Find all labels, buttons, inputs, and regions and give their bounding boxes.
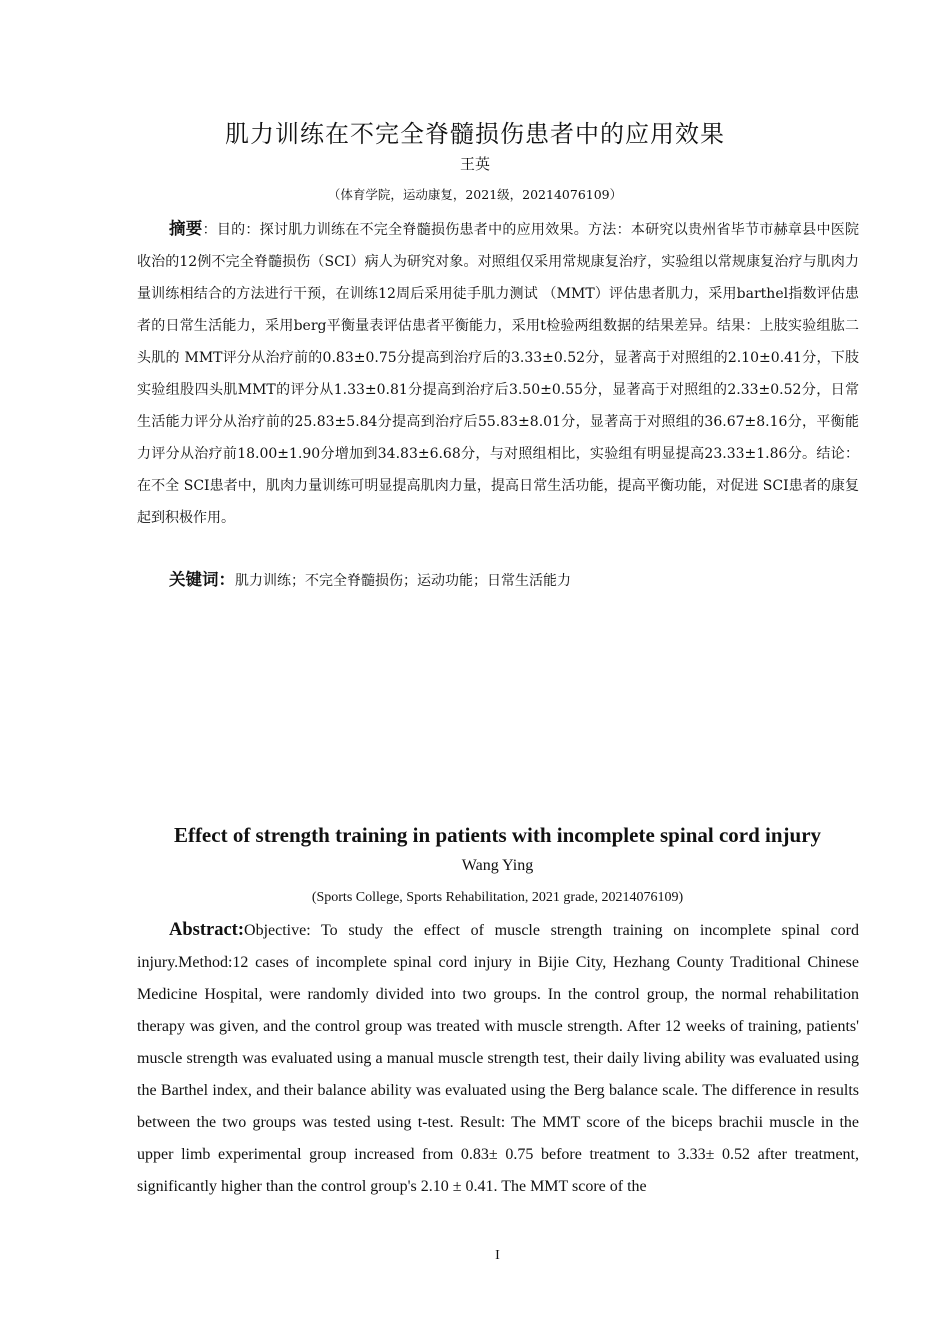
chinese-abstract-text: ：目的：探讨肌力训练在不完全脊髓损伤患者中的应用效果。方法：本研究以贵州省毕节市赫章县中医院收治的12例不完全脊髓损伤（SCI）病人为研究对象。对照组仅采用常规康复治疗，实验组以常规康复治疗与肌肉力量训练相结合的方法进行干预，在训练12周后采用徒手肌力测试 （MMT）评估患者肌力，采用barthel指数评估患者的日常生活能力，采用berg平衡量表评估患者平衡能力，采用t检验两组数据的结果差异。结果：上肢实验组肱二头肌的 MMT评分从治疗前的0.83±0.75分提高到治疗后的3.33±0.52分，显著高于对照组的2.10±0.41分，下肢实验组股四头肌MMT的评分从1.33±0.81分提高到治疗后3.50±0.55分，显著高于对照组的2.33±0.52分，日常生活能力评分从治疗前的25.83±5.84分提高到治疗后55.83±8.01分，显著高于对照组的36.67±8.16分，平衡能力评分从治疗前18.00±1.90分增加到34.83±6.68分，与对照组相比，实验组有明显提高23.33±1.86分。结论：在不全 SCI患者中，肌肉力量训练可明显提高肌肉力量，提高日常生活功能，提高平衡功能，对促进 SCI患者的康复起到积极作用。 [137,222,860,526]
chinese-keywords [137,565,859,596]
english-author: Wang Ying [461,857,534,874]
chinese-abstract [137,213,859,534]
page-number: I [495,1248,500,1263]
chinese-author: 王英 [459,155,490,173]
english-abstract-label: Abstract: [169,920,245,940]
english-title: Effect of strength training in patients with incomplete spinal cord injury [173,823,822,847]
chinese-abstract-label: 摘要 [169,219,203,238]
english-abstract [137,914,859,1203]
chinese-keywords-label: 关键词： [169,570,235,589]
english-affiliation: (Sports College, Sports Rehabilitation, 2021 grade, 20214076109) [311,890,684,905]
chinese-title: 肌力训练在不完全脊髓损伤患者中的应用效果 [225,120,725,148]
english-abstract-text: Objective: To study the effect of muscle strength training on incomplete spinal cord injury.Method:12 cases of incomplete spinal cord injury in Bijie City, Hezhang County Traditional Chinese Medicine Hospital, were randomly divided into two groups. In the control group, the normal rehabilitation therapy was given, and the control group was treated with muscle strength. After 12 weeks of training, patients' muscle strength was evaluated using a manual muscle strength test, their daily living ability was evaluated using the Barthel index, and their balance ability was evaluated using the Berg balance scale. The difference in results between the two groups was tested using t-test. Result: The MMT score of the biceps brachii muscle in the upper limb experimental group increased from 0.83± 0.75 before treatment to 3.33± 0.52 after treatment, significantly higher than the control group's 2.10 ± 0.41. The MMT score of the [137,922,859,1195]
chinese-keywords-text: 肌力训练；不完全脊髓损伤；运动功能；日常生活能力 [235,573,571,589]
chinese-affiliation: （体育学院，运动康复，2021级，20214076109） [327,187,623,202]
